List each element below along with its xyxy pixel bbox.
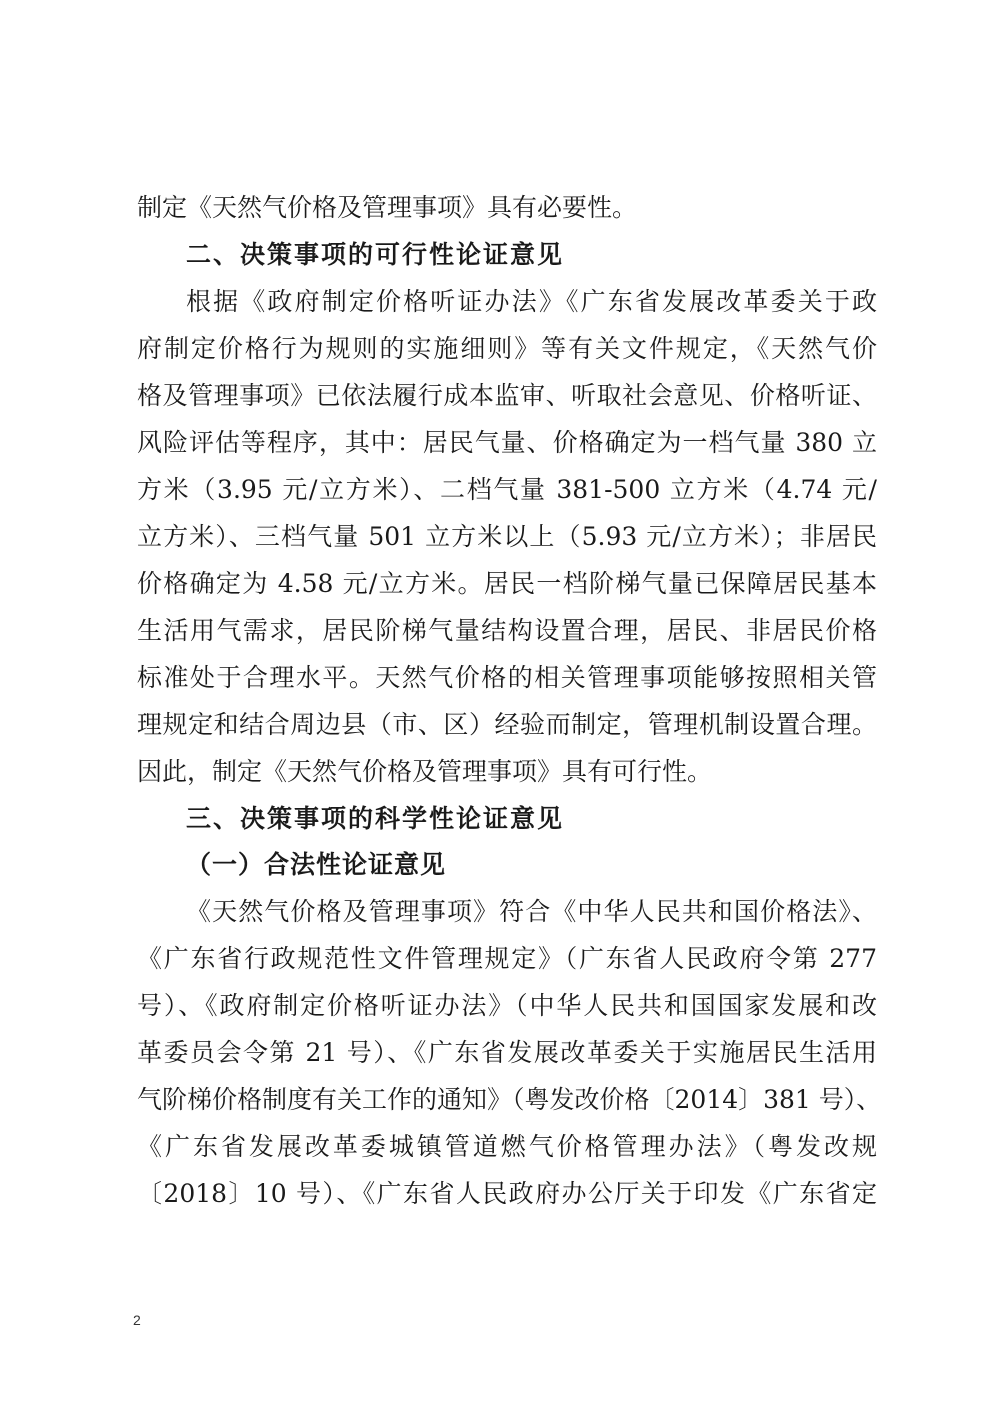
paragraph-line: 革委员会令第 21 号）、《广东省发展改革委关于实施居民生活用 bbox=[137, 1038, 877, 1067]
paragraph-line: 风险评估等程序，其中：居民气量、价格确定为一档气量 380 立 bbox=[137, 428, 877, 457]
paragraph-line: 立方米）、三档气量 501 立方米以上（5.93 元/立方米）；非居民 bbox=[137, 522, 877, 551]
page-number: 2 bbox=[133, 1312, 141, 1328]
paragraph-line: 方米（3.95 元/立方米）、二档气量 381-500 立方米（4.74 元/ bbox=[137, 475, 877, 504]
paragraph-line: 根据《政府制定价格听证办法》《广东省发展改革委关于政 bbox=[186, 287, 877, 316]
paragraph-line: 气阶梯价格制度有关工作的通知》（粤发改价格〔2014〕381 号）、 bbox=[137, 1085, 882, 1114]
paragraph-line: 府制定价格行为规则的实施细则》等有关文件规定，《天然气价 bbox=[137, 334, 877, 363]
section-heading-scientific: 三、决策事项的科学性论证意见 bbox=[186, 804, 565, 833]
section-heading-feasibility: 二、决策事项的可行性论证意见 bbox=[186, 240, 565, 269]
subsection-heading-legality: （一）合法性论证意见 bbox=[186, 850, 447, 879]
paragraph-line: 制定《天然气价格及管理事项》具有必要性。 bbox=[137, 193, 638, 222]
paragraph-line: 价格确定为 4.58 元/立方米。居民一档阶梯气量已保障居民基本 bbox=[137, 569, 877, 598]
paragraph-line: 标准处于合理水平。天然气价格的相关管理事项能够按照相关管 bbox=[137, 663, 877, 692]
paragraph-line: 理规定和结合周边县（市、区）经验而制定，管理机制设置合理。 bbox=[137, 710, 877, 739]
paragraph-line: 因此，制定《天然气价格及管理事项》具有可行性。 bbox=[137, 757, 713, 786]
paragraph-line: 《天然气价格及管理事项》符合《中华人民共和国价格法》、 bbox=[186, 897, 877, 926]
paragraph-line: 号）、《政府制定价格听证办法》（中华人民共和国国家发展和改 bbox=[137, 991, 877, 1020]
paragraph-line: 〔2018〕10 号）、《广东省人民政府办公厅关于印发《广东省定 bbox=[137, 1179, 877, 1208]
paragraph-line: 格及管理事项》已依法履行成本监审、听取社会意见、价格听证、 bbox=[137, 381, 877, 410]
paragraph-line: 《广东省发展改革委城镇管道燃气价格管理办法》（粤发改规 bbox=[137, 1132, 877, 1161]
paragraph-line: 生活用气需求，居民阶梯气量结构设置合理，居民、非居民价格 bbox=[137, 616, 877, 645]
paragraph-line: 《广东省行政规范性文件管理规定》（广东省人民政府令第 277 bbox=[137, 944, 877, 973]
